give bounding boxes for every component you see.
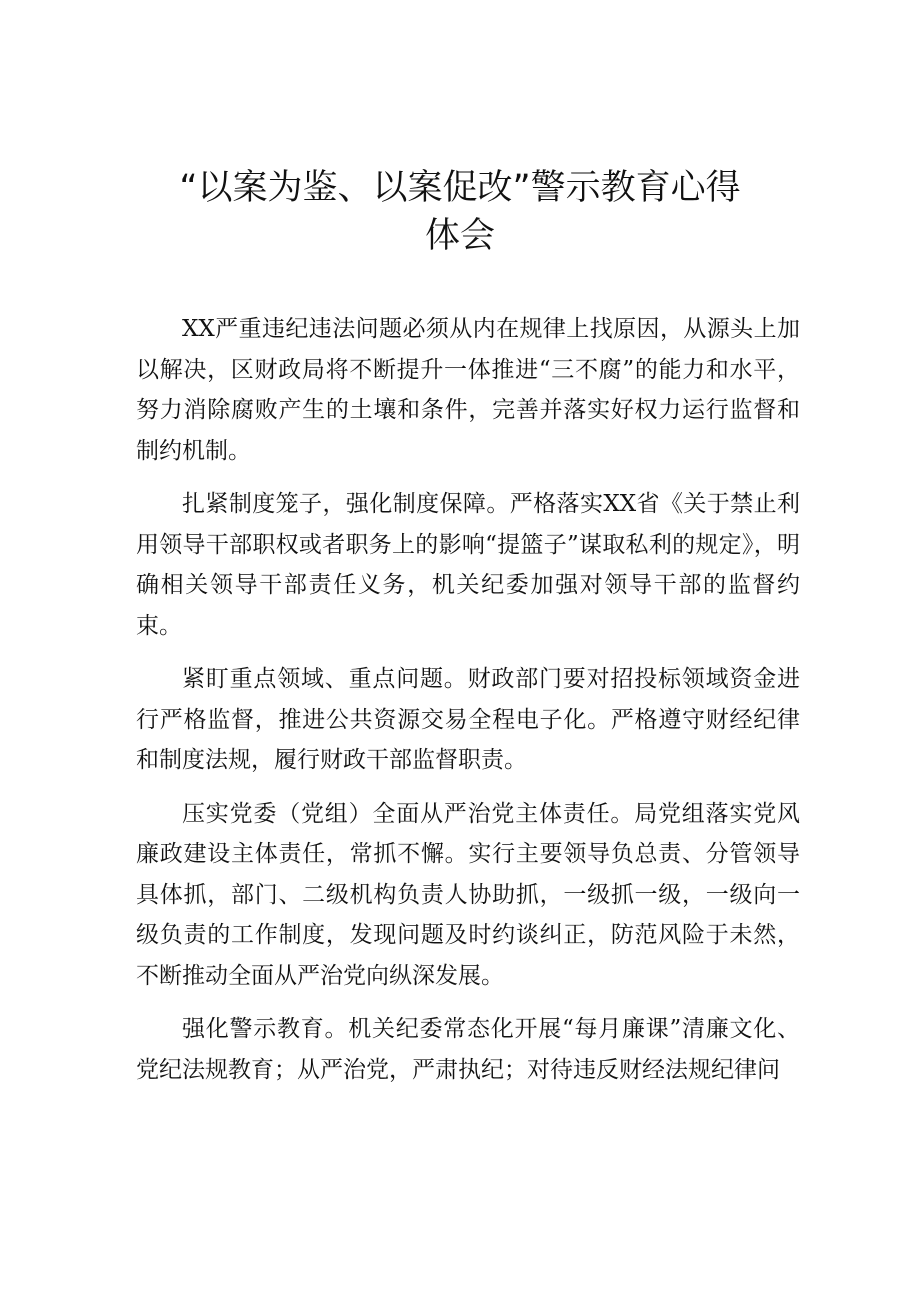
paragraph-3: 紧盯重点领域、重点问题。财政部门要对招投标领域资金进行严格监督，推进公共资源交易全程电子化。严格遵守财经纪律和制度法规，履行财政干部监督职责。 [136,666,800,773]
paragraph-4: 压实党委（党组）全面从严治党主体责任。局党组落实党风廉政建设主体责任，常抓不懈。实行主要领导负总责、分管领导具体抓，部门、二级机构负责人协助抓，一级抓一级，一级向一级负责的工作制度，发现问题及时约谈纠正，防范风险于未然，不断推动全面从严治党向纵深发展。 [136,800,800,989]
paragraph-2: 扎紧制度笼子，强化制度保障。严格落实XX省《关于禁止利用领导干部职权或者职务上的影响“提篮子”谋取私利的规定》，明确相关领导干部责任义务，机关纪委加强对领导干部的监督约束。 [136,491,800,639]
document-body [136,309,800,1103]
paragraph-1: XX严重违纪违法问题必须从内在规律上找原因，从源头上加以解决，区财政局将不断提升一体推进“三不腐”的能力和水平，努力消除腐败产生的土壤和条件，完善并落实好权力运行监督和制约机制。 [136,316,800,464]
document-title: “以案为鉴、以案促改”警示教育心得体会 [179,168,741,256]
paragraph-5: 强化警示教育。机关纪委常态化开展“每月廉课”清廉文化、党纪法规教育；从严治党，严肃执纪；对待违反财经法规纪律问 [136,1016,800,1083]
